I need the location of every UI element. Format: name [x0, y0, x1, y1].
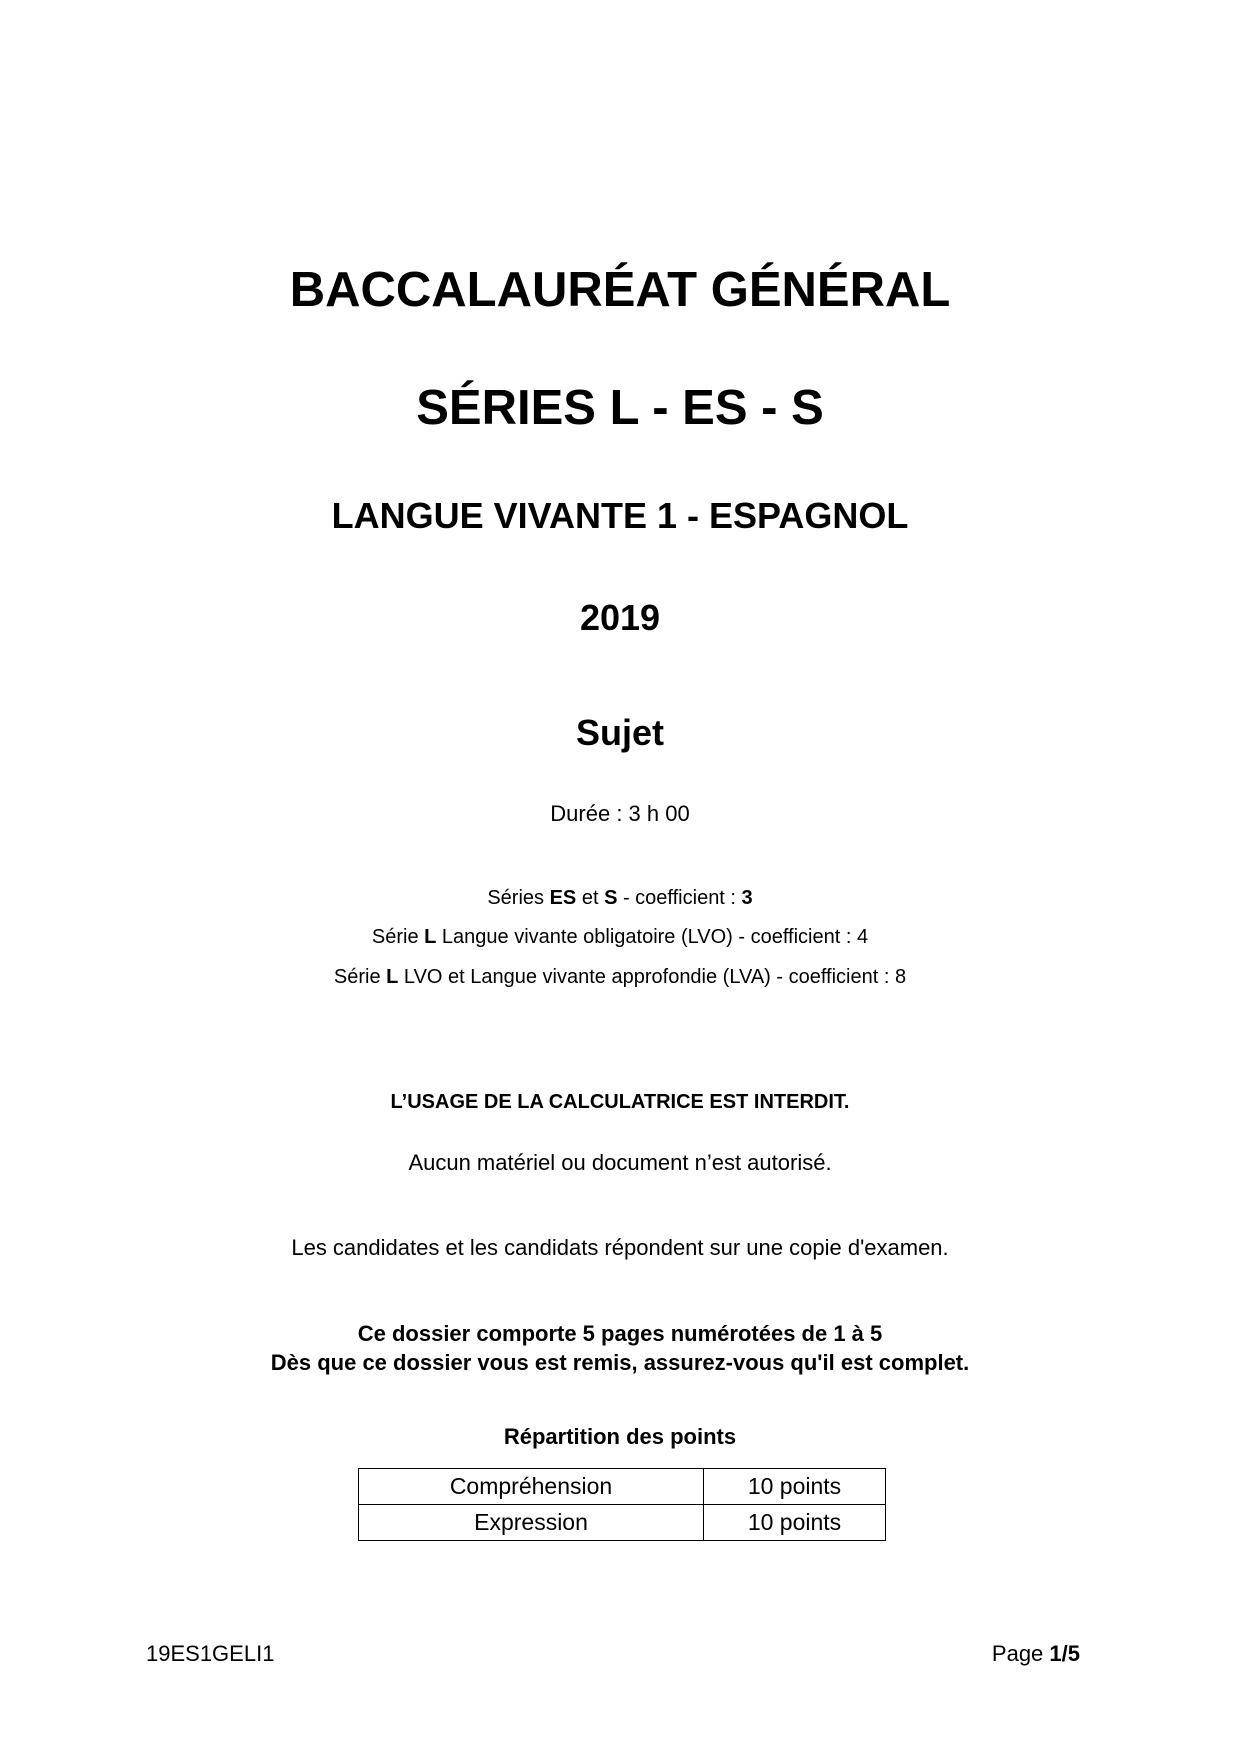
coefficient-line-1: Séries ES et S - coefficient : 3: [487, 887, 753, 909]
materials-notice: Aucun matériel ou document n’est autorisé.: [408, 1150, 832, 1175]
exam-series: SÉRIES L - ES - S: [416, 381, 824, 435]
pages-notice: Ce dossier comporte 5 pages numérotées de 1 à 5: [357, 1321, 883, 1346]
points-table: [358, 1468, 886, 1541]
calculator-notice: L’USAGE DE LA CALCULATRICE EST INTERDIT.: [390, 1091, 850, 1113]
page-indicator: Page 1/5: [991, 1641, 1080, 1666]
table-cell-value: 10 points: [704, 1469, 886, 1505]
document-code: 19ES1GELI1: [146, 1641, 275, 1666]
answer-sheet-notice: Les candidates et les candidats répondent sur une copie d'examen.: [291, 1235, 949, 1260]
table-cell-value: 10 points: [704, 1505, 886, 1541]
table-row: [359, 1469, 886, 1505]
coefficient-line-2: Série L Langue vivante obligatoire (LVO) - coefficient : 4: [371, 926, 869, 948]
doc-type: Sujet: [575, 712, 664, 753]
coefficient-line-3: Série L LVO et Langue vivante approfondie (LVA) - coefficient : 8: [333, 966, 907, 988]
table-row: [359, 1505, 886, 1541]
points-title: Répartition des points: [503, 1424, 737, 1449]
table-cell-label: Expression: [359, 1505, 704, 1541]
complete-notice: Dès que ce dossier vous est remis, assurez-vous qu'il est complet.: [270, 1350, 970, 1375]
table-cell-label: Compréhension: [359, 1469, 704, 1505]
duration: Durée : 3 h 00: [550, 801, 690, 826]
exam-subject: LANGUE VIVANTE 1 - ESPAGNOL: [331, 495, 909, 536]
exam-title: BACCALAURÉAT GÉNÉRAL: [289, 263, 951, 317]
exam-year: 2019: [579, 597, 661, 638]
